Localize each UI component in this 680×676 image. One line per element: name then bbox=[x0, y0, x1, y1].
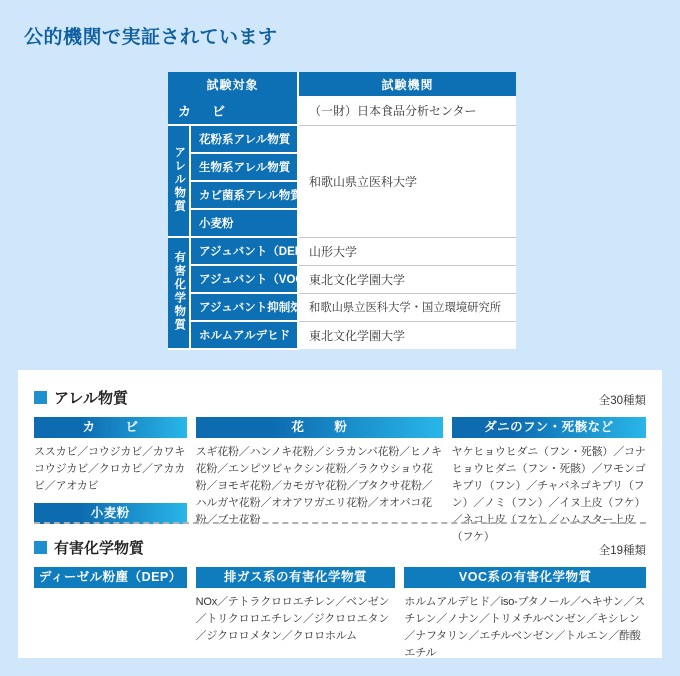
allergen-column-pollen bbox=[196, 417, 443, 546]
category-allergen: アレル物質 bbox=[168, 125, 190, 237]
institution-yamagata: 山形大学 bbox=[298, 237, 516, 265]
allergen-title-text: アレル物質 bbox=[54, 390, 129, 407]
subject-mold-allergen: カビ菌系アレル物質 bbox=[190, 181, 298, 209]
subject-adjuvant-suppression: アジュバント抑制効果 bbox=[190, 293, 298, 321]
chemical-column-exhaust bbox=[196, 567, 396, 662]
table-row bbox=[168, 321, 516, 349]
chemical-column-dep bbox=[34, 567, 187, 662]
category-chemical: 有害化学物質 bbox=[168, 237, 190, 349]
chemical-columns bbox=[34, 567, 646, 662]
square-bullet-icon bbox=[34, 391, 47, 404]
detail-panel bbox=[18, 370, 662, 658]
chemical-items-exhaust: NOx／テトラクロロエチレン／ベンゼン／トリクロロエチレン／ジクロロエタン／ジクロロメタン／クロロホルム bbox=[195, 596, 390, 643]
subject-wheat-flour: 小麦粉 bbox=[190, 209, 298, 237]
allergen-column-mite bbox=[452, 417, 646, 546]
allergen-section-header bbox=[34, 386, 646, 408]
subject-adjuvant-dep: アジュバント（DEP） bbox=[190, 237, 298, 265]
table-row bbox=[168, 265, 516, 293]
chemical-title-text: 有害化学物質 bbox=[54, 540, 145, 557]
chemical-column-voc bbox=[404, 567, 646, 662]
institution-wakayama: 和歌山県立医科大学 bbox=[298, 125, 516, 237]
chemical-section-header bbox=[34, 536, 646, 558]
allergen-column-header-mold: カ ビ bbox=[34, 417, 187, 438]
table-row bbox=[168, 96, 516, 125]
subject-kabi: カ ビ bbox=[168, 96, 298, 125]
chemical-section-title bbox=[34, 537, 144, 558]
allergen-items-mite: ヤケヒョウヒダニ（フン・死骸）／コナヒョウヒダニ（フン・死骸）／ワモンゴキブリ（フン）／チャバネゴキブリ（フン）／ノミ（フン）／イヌ上皮（フケ）／ネコ上皮（フケ）／ハムスター上皮（フケ） bbox=[451, 446, 646, 544]
allergen-column-header-mite: ダニのフン・死骸など bbox=[452, 417, 646, 438]
chemical-section bbox=[34, 536, 646, 662]
institution-wakayama-nies: 和歌山県立医科大学・国立環境研究所 bbox=[298, 293, 516, 321]
allergen-items-pollen: スギ花粉／ハンノキ花粉／シラカンバ花粉／ヒノキ花粉／エンピツビャクシン花粉／ラクウショウ花粉／ヨモギ花粉／カモガヤ花粉／ブタクサ花粉／ハルガヤ花粉／オオアワガエリ花粉／オオバコ花粉／ブナ花粉 bbox=[195, 446, 442, 527]
allergen-column-header-wheat: 小麦粉 bbox=[34, 503, 187, 524]
chemical-count: 全19種類 bbox=[598, 545, 646, 557]
square-bullet-icon bbox=[34, 541, 47, 554]
column-header-subject: 試験対象 bbox=[168, 72, 298, 96]
allergen-columns bbox=[34, 417, 646, 546]
subject-bio-allergen: 生物系アレル物質 bbox=[190, 153, 298, 181]
column-header-institution: 試験機関 bbox=[298, 72, 516, 96]
table-header-row bbox=[168, 72, 516, 96]
table-row bbox=[168, 125, 516, 153]
chemical-column-header-voc: VOC系の有害化学物質 bbox=[404, 567, 646, 588]
table-row bbox=[168, 293, 516, 321]
subject-adjuvant-voc: アジュバント（VOC） bbox=[190, 265, 298, 293]
chemical-items-voc: ホルムアルデヒド／iso-ブタノール／ヘキサン／スチレン／ノナン／トリメチルベンゼン／キシレン／ナフタリン／エチルベンゼン／トルエン／酢酸エチル bbox=[404, 596, 646, 660]
allergen-column-mold bbox=[34, 417, 187, 546]
allergen-items-mold: ススカビ／コウジカビ／カワキコウジカビ／クロカビ／アカカビ／アオカビ bbox=[34, 446, 186, 493]
subject-pollen-allergen: 花粉系アレル物質 bbox=[190, 125, 298, 153]
allergen-column-header-pollen: 花 粉 bbox=[196, 417, 443, 438]
institution-tohoku-1: 東北文化学園大学 bbox=[298, 265, 516, 293]
institution-tohoku-2: 東北文化学園大学 bbox=[298, 321, 516, 349]
chemical-column-header-dep: ディーゼル粉塵（DEP） bbox=[34, 567, 187, 588]
chemical-column-header-exhaust: 排ガス系の有害化学物質 bbox=[196, 567, 396, 588]
allergen-count: 全30種類 bbox=[598, 395, 646, 407]
institution-kabi: （一財）日本食品分析センター bbox=[298, 96, 516, 125]
institution-table bbox=[168, 72, 516, 350]
allergen-section-title bbox=[34, 387, 128, 408]
section-divider bbox=[34, 522, 646, 524]
table-row bbox=[168, 237, 516, 265]
subject-formaldehyde: ホルムアルデヒド bbox=[190, 321, 298, 349]
page-title: 公的機関で実証されています bbox=[24, 27, 278, 48]
